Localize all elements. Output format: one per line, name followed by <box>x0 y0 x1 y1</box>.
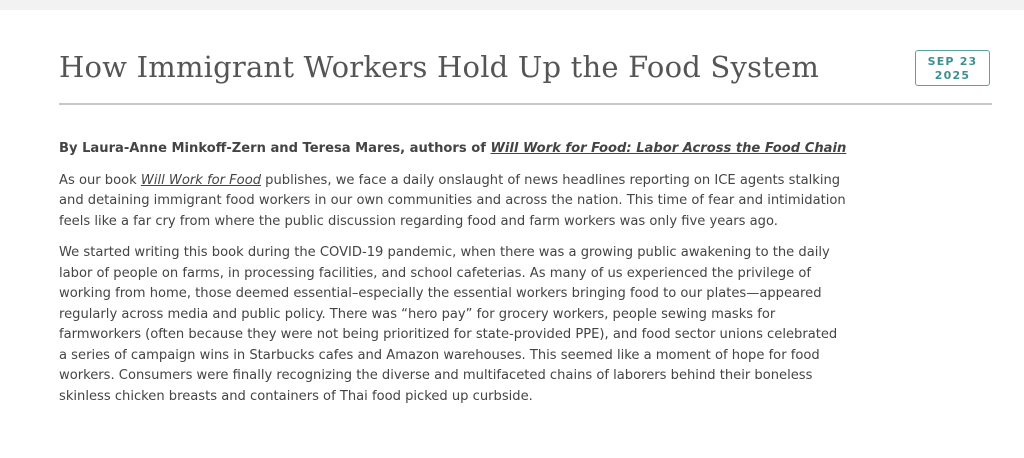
paragraph-2: We started writing this book during the COVID-19 pandemic, when there was a growing public awakening to the daily labor of people on farms, in processing facilities, and school cafeterias. As many of us experienced the privilege of working from home, those deemed essential–especially the essential workers bringing food to our plates—appeared regularly across media and public policy. There was “hero pay” for grocery workers, people sewing masks for farmworkers (often because they were not being prioritized for state-provided PPE), and food sector unions celebrated a series of campaign wins in Starbucks cafes and Amazon warehouses. This seemed like a moment of hope for food workers. Consumers were finally recognizing the diverse and multifaceted chains of laborers behind their boneless skinless chicken breasts and containers of Thai food picked up curbside. <box>59 245 838 404</box>
date-month-day: SEP 23 <box>927 55 978 68</box>
paragraph-1 <box>59 171 849 233</box>
paragraph-1-text: publishes, we face a daily onslaught of news headlines reporting on ICE agents stalking and detaining immigrant food workers in our own communities and across the nation. This time of fear and intimidation feels like a far cry from where the public discussion regarding food and farm workers was only five years ago. <box>59 172 846 229</box>
page-title: How Immigrant Workers Hold Up the Food System <box>59 50 820 84</box>
book-link[interactable]: Will Work for Food <box>140 172 262 188</box>
date-badge <box>915 50 990 86</box>
top-bar <box>0 0 1024 10</box>
article-body <box>59 139 849 418</box>
title-divider <box>59 103 992 105</box>
byline <box>59 139 849 160</box>
paragraph-1-prefix: As our book <box>59 172 141 188</box>
book-title-link[interactable]: Will Work for Food: Labor Across the Food Chain <box>490 141 847 156</box>
date-year: 2025 <box>934 69 971 82</box>
byline-prefix: By Laura-Anne Minkoff-Zern and Teresa Mares, authors of <box>59 141 491 156</box>
